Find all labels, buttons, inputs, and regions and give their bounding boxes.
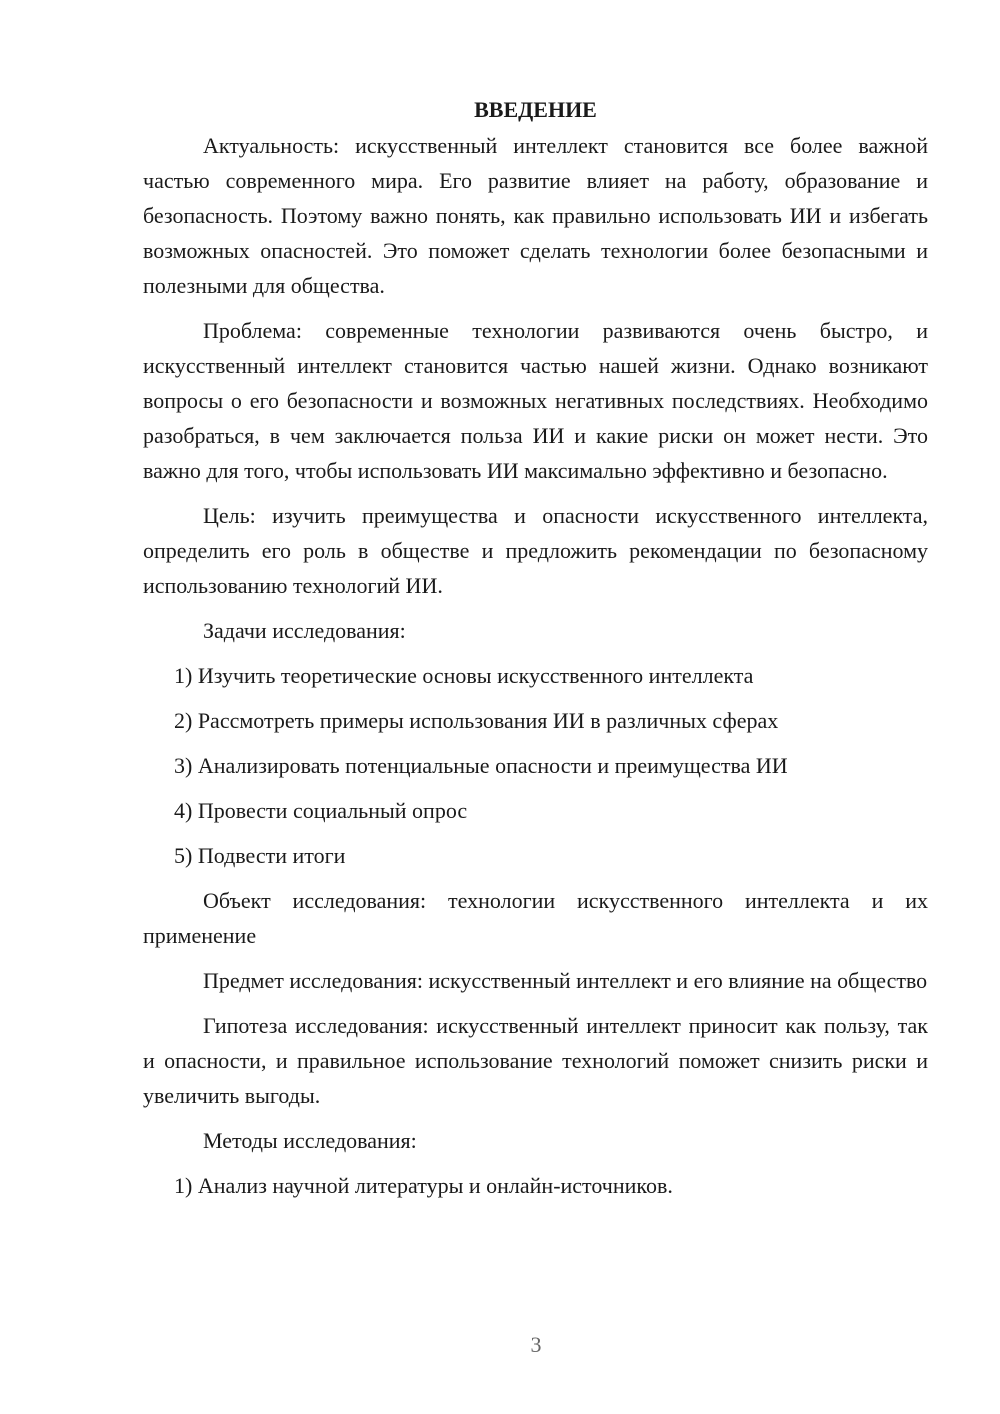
tasks-list	[143, 658, 928, 873]
relevance-paragraph: Актуальность: искусственный интеллект становится все более важной частью современного мира. Его развитие влияет на работу, образование и безопасность. Поэтому важно понять, как правильно использовать ИИ и избегать возможных опасностей. Это поможет сделать технологии более безопасными и полезными для общества.	[143, 133, 928, 298]
page-number: 3	[530, 1332, 542, 1357]
method-item: 1) Анализ научной литературы и онлайн-источников.	[174, 1173, 673, 1198]
hypothesis-paragraph: Гипотеза исследования: искусственный интеллект приносит как пользу, так и опасности, и правильное использование технологий поможет снизить риски и увеличить выгоды.	[143, 1013, 928, 1108]
object-paragraph: Объект исследования: технологии искусственного интеллекта и их применение	[143, 888, 928, 948]
tasks-label: Задачи исследования:	[203, 618, 406, 643]
task-item: 5) Подвести итоги	[174, 843, 346, 868]
task-item: 2) Рассмотреть примеры использования ИИ в различных сферах	[174, 708, 779, 733]
subject-paragraph: Предмет исследования: искусственный интеллект и его влияние на общество	[203, 968, 928, 993]
methods-list	[143, 1168, 928, 1203]
task-item: 1) Изучить теоретические основы искусственного интеллекта	[174, 663, 754, 688]
task-item: 4) Провести социальный опрос	[174, 798, 468, 823]
methods-label: Методы исследования:	[203, 1128, 417, 1153]
task-item: 3) Анализировать потенциальные опасности и преимущества ИИ	[174, 753, 788, 778]
problem-paragraph: Проблема: современные технологии развиваются очень быстро, и искусственный интеллект становится частью нашей жизни. Однако возникают вопросы о его безопасности и возможных негативных последствиях. Необходимо разобраться, в чем заключается польза ИИ и какие риски он может нести. Это важно для того, чтобы использовать ИИ максимально эффективно и безопасно.	[143, 318, 928, 483]
document-page	[143, 92, 928, 1213]
goal-paragraph: Цель: изучить преимущества и опасности искусственного интеллекта, определить его роль в обществе и предложить рекомендации по безопасному использованию технологий ИИ.	[143, 503, 928, 598]
section-title: ВВЕДЕНИЕ	[474, 97, 597, 122]
